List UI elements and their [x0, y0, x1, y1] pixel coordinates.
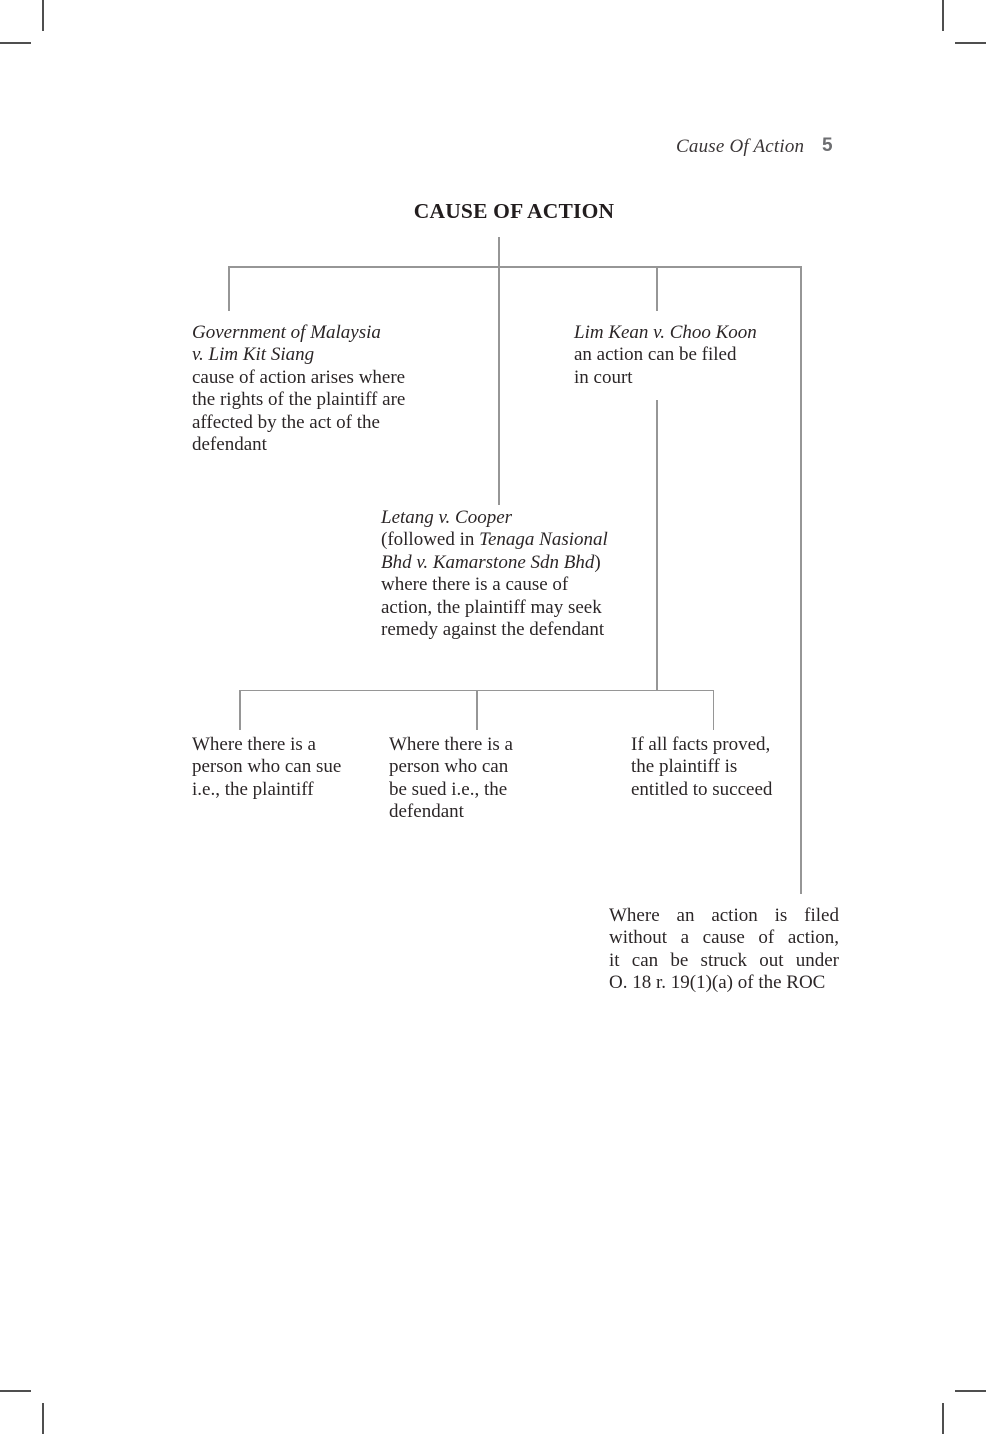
case-name: v. Lim Kit Siang: [192, 344, 315, 366]
node-text-line: cause of action arises where: [192, 366, 406, 388]
node-text-line: be sued i.e., the: [389, 778, 508, 800]
crop-mark-top-right-horizontal: [955, 42, 986, 44]
page-title: CAUSE OF ACTION: [413, 199, 615, 223]
node-text-line: the plaintiff is: [631, 756, 738, 778]
node-text-line: remedy against the defendant: [381, 619, 605, 641]
node-text-line: an action can be filed: [574, 344, 737, 366]
node-text-line: Where an action is filed: [609, 905, 839, 926]
node-text-line: person who can: [389, 756, 509, 778]
connector-title-stem: [498, 237, 500, 505]
case-name: Lim Kean v. Choo Koon: [574, 322, 757, 343]
node-text-line: Where there is a: [389, 734, 513, 755]
node-text-line: in court: [574, 366, 633, 388]
connector-drop-succeed: [713, 690, 715, 730]
connector-drop-plaintiff: [239, 690, 241, 730]
node-defendant: [389, 734, 513, 824]
node-text-line: Bhd v. Kamarstone Sdn Bhd): [381, 551, 601, 573]
node-government-of-malaysia: [192, 322, 405, 456]
case-name: Bhd v. Kamarstone Sdn Bhd: [381, 551, 595, 573]
node-text-line: it can be struck out under: [609, 949, 839, 971]
connector-drop-gov-malaysia: [228, 266, 230, 311]
node-text-line: If all facts proved,: [631, 734, 771, 755]
node-struck-out: [609, 905, 839, 995]
running-title: Cause Of Action: [676, 136, 805, 157]
connector-drop-lim-kean: [656, 266, 658, 311]
page-number: 5: [822, 135, 833, 156]
case-name: Letang v. Cooper: [381, 507, 513, 528]
node-text-line: defendant: [192, 434, 267, 456]
crop-mark-bottom-right-horizontal: [955, 1390, 986, 1392]
node-text-line: person who can sue: [192, 756, 342, 778]
case-name: Tenaga Nasional: [479, 529, 608, 551]
node-plaintiff: [192, 734, 341, 801]
crop-mark-top-left-vertical: [42, 0, 44, 31]
node-text-line: entitled to succeed: [631, 778, 773, 800]
node-text-line: O. 18 r. 19(1)(a) of the ROC: [609, 972, 826, 994]
node-text-line: where there is a cause of: [381, 574, 569, 596]
crop-mark-bottom-left-horizontal: [0, 1390, 31, 1392]
node-text-line: action, the plaintiff may seek: [381, 596, 602, 618]
node-text-line: (followed in Tenaga Nasional: [381, 529, 608, 551]
node-letang: [381, 507, 608, 641]
crop-mark-bottom-right-vertical: [942, 1403, 944, 1434]
node-text-line: i.e., the plaintiff: [192, 778, 314, 800]
node-lim-kean: [574, 322, 757, 389]
node-text-line: without a cause of action,: [609, 927, 839, 949]
connector-lim-kean-stem: [656, 400, 658, 691]
node-succeed: [631, 734, 772, 801]
case-name: Government of Malaysia: [192, 322, 381, 343]
node-text-line: affected by the act of the: [192, 411, 380, 433]
crop-mark-top-right-vertical: [942, 0, 944, 31]
node-text-line: the rights of the plaintiff are: [192, 389, 406, 411]
connector-right-long-drop: [800, 266, 802, 894]
connector-drop-defendant: [476, 690, 478, 730]
node-text-line: defendant: [389, 801, 464, 823]
crop-mark-top-left-horizontal: [0, 42, 31, 44]
crop-mark-bottom-left-vertical: [42, 1403, 44, 1434]
connector-top-horizontal: [228, 266, 802, 268]
node-text-line: Where there is a: [192, 734, 316, 755]
